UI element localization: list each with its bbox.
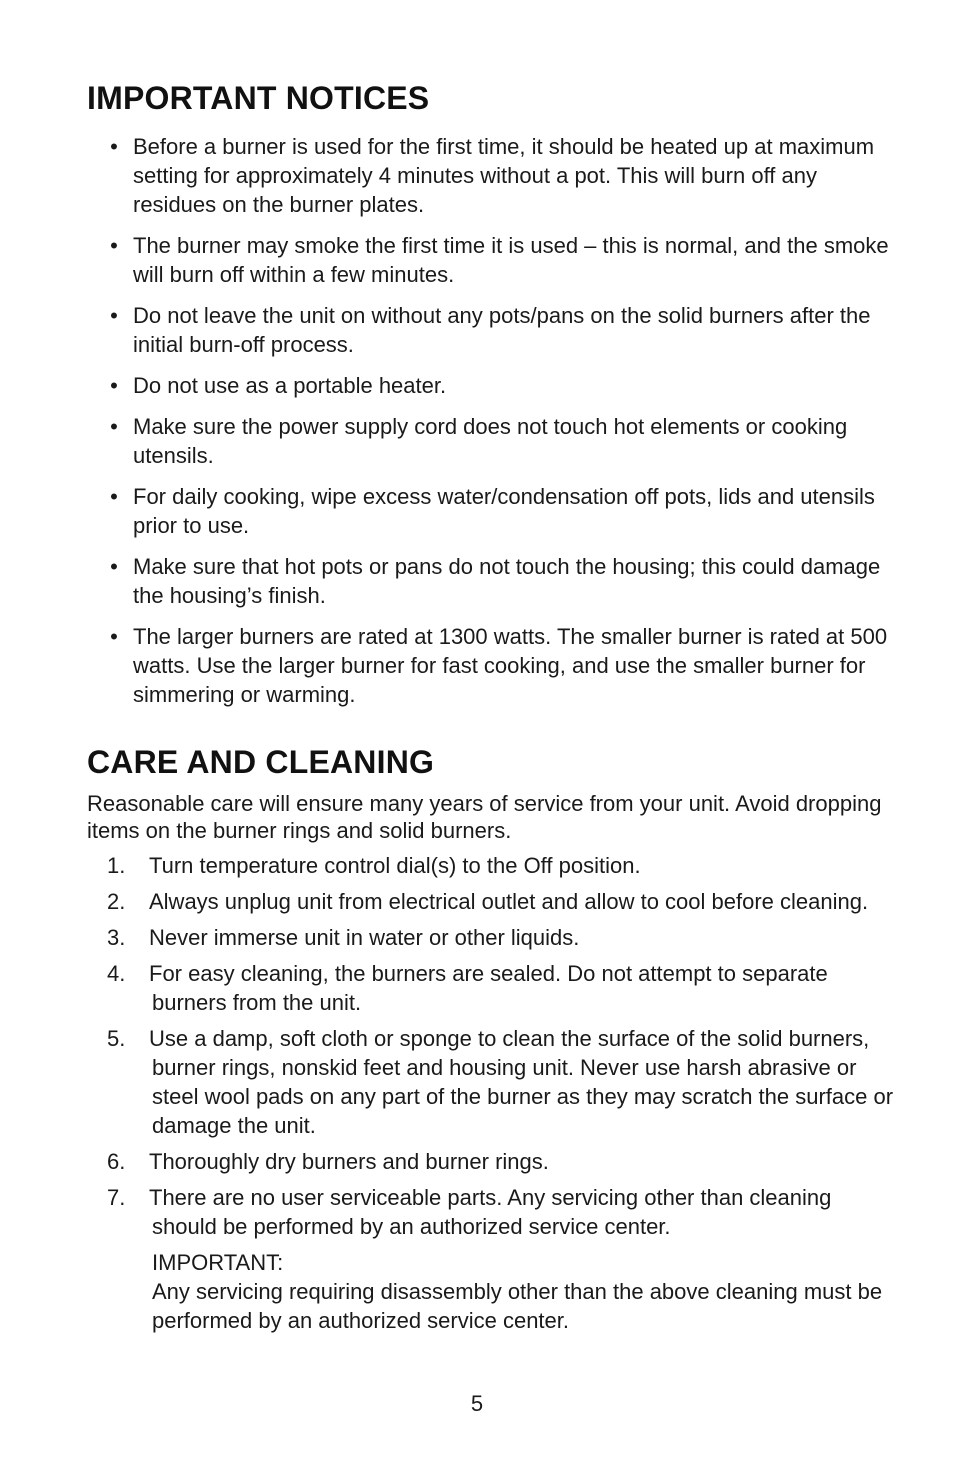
step-number: 3. [107,925,126,950]
notice-text: Make sure the power supply cord does not touch hot elements or cooking utensils. [133,414,848,468]
notice-item [0,231,954,289]
bullet-icon: • [110,373,118,398]
care-and-cleaning-heading: CARE AND CLEANING [87,744,435,780]
important-notices-heading: IMPORTANT NOTICES [87,80,430,116]
step-text: Always unplug unit from electrical outlet and allow to cool before cleaning. [149,889,869,914]
cleaning-steps-list [0,851,954,1342]
important-text: Any servicing requiring disassembly other than the above cleaning must be performed by an authorized service center. [152,1279,883,1333]
notice-text: The burner may smoke the first time it is used – this is normal, and the smoke will burn off within a few minutes. [133,233,889,287]
notice-item [0,371,954,400]
cleaning-step [0,923,954,952]
step-text: Use a damp, soft cloth or sponge to clean the surface of the solid burners, burner rings, nonskid feet and housing unit. Never use harsh abrasive or steel wool pads on any part of the burner as they may scratch the surface or damage the unit. [149,1026,894,1138]
step-number: 6. [107,1149,126,1174]
bullet-icon: • [110,554,118,579]
cleaning-step [0,1147,954,1176]
bullet-icon: • [110,303,118,328]
bullet-icon: • [110,414,118,439]
step-text: Turn temperature control dial(s) to the Off position. [149,853,641,878]
notice-item [0,552,954,610]
notice-text: Do not use as a portable heater. [133,373,447,398]
bullet-icon: • [110,233,118,258]
step-text: For easy cleaning, the burners are sealed. Do not attempt to separate burners from the unit. [149,961,828,1015]
step-text: There are no user serviceable parts. Any servicing other than cleaning should be performed by an authorized service center. [149,1185,832,1239]
important-notices-list [0,132,954,721]
step-number: 7. [107,1185,126,1210]
care-intro-paragraph: Reasonable care will ensure many years of service from your unit. Avoid dropping items on the burner rings and solid burners. [87,791,882,843]
cleaning-step [0,887,954,916]
step-number: 4. [107,961,126,986]
step-text: Never immerse unit in water or other liquids. [149,925,580,950]
step-number: 2. [107,889,126,914]
bullet-icon: • [110,484,118,509]
cleaning-step [0,959,954,1017]
notice-item [0,412,954,470]
notice-text: Before a burner is used for the first time, it should be heated up at maximum setting for approximately 4 minutes without a pot. This will burn off any residues on the burner plates. [133,134,875,217]
notice-text: Do not leave the unit on without any pots/pans on the solid burners after the initial burn-off process. [133,303,871,357]
important-note [152,1248,894,1335]
step-text: Thoroughly dry burners and burner rings. [149,1149,549,1174]
notice-item [0,132,954,219]
cleaning-step [0,1183,954,1335]
notice-text: Make sure that hot pots or pans do not touch the housing; this could damage the housing’s finish. [133,554,881,608]
notice-item [0,622,954,709]
important-label: IMPORTANT: [152,1250,284,1275]
notice-item [0,482,954,540]
step-number: 5. [107,1026,126,1051]
notice-text: The larger burners are rated at 1300 watts. The smaller burner is rated at 500 watts. Use the larger burner for fast cooking, and use the smaller burner for simmering or warming. [133,624,888,707]
cleaning-step [0,851,954,880]
cleaning-step [0,1024,954,1140]
bullet-icon: • [110,624,118,649]
notice-item [0,301,954,359]
notice-text: For daily cooking, wipe excess water/condensation off pots, lids and utensils prior to use. [133,484,875,538]
page-number: 5 [470,1391,484,1416]
bullet-icon: • [110,134,118,159]
step-number: 1. [107,853,126,878]
